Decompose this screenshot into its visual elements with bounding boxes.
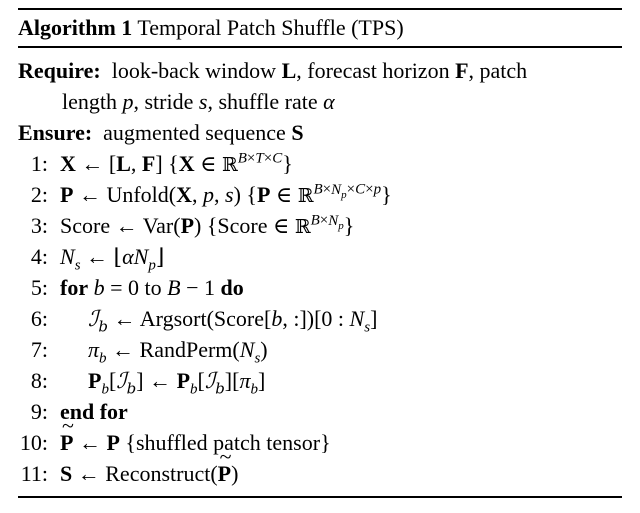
ensure-text: augmented sequence — [103, 120, 286, 145]
header-rule — [18, 46, 622, 48]
line-number: 10: — [19, 430, 48, 455]
step-4 — [18, 241, 622, 272]
var-F: F — [455, 58, 469, 83]
line-number: 1: — [30, 151, 48, 176]
step-8 — [18, 365, 622, 396]
var-s: s — [198, 89, 208, 114]
require-text: length — [62, 89, 117, 114]
var-L: L — [281, 58, 297, 83]
reconstruct-fn: Reconstruct — [105, 461, 211, 486]
ensure-line — [18, 117, 622, 148]
step-body: $\pi_b$ ← $RandPerm(N_s)$ — [88, 337, 268, 367]
step-body: X ← [L, F] {X ∈ ℝ$^{B\times T\times C}$} — [60, 150, 293, 176]
shuffled-comment: shuffled patch tensor — [135, 430, 321, 455]
require-text: , forecast horizon — [296, 58, 450, 83]
step-7 — [18, 334, 622, 365]
do-keyword: do — [220, 275, 244, 300]
to-keyword: to — [144, 275, 162, 300]
step-body: ~ P ← P {shuffled patch tensor} — [60, 427, 331, 458]
algorithm-header — [18, 14, 404, 42]
var-fn: Var — [142, 213, 174, 238]
step-body: ℐ$_b$ ← Argsort(Score[b, :])[0 : $N_s$] — [88, 306, 378, 336]
step-2 — [18, 179, 622, 210]
line-number: 7: — [30, 337, 48, 362]
line-number: 6: — [30, 306, 48, 331]
argsort-fn: Argsort — [139, 306, 207, 331]
algorithm-title: Temporal Patch Shuffle (TPS) — [137, 15, 404, 40]
line-number: 9: — [30, 399, 48, 424]
score-token: Score — [213, 306, 264, 331]
line-number: 5: — [30, 275, 48, 300]
require-line-1 — [18, 55, 622, 86]
top-rule — [18, 8, 622, 10]
algorithm-label: Algorithm 1 — [18, 15, 133, 40]
line-number: 3: — [30, 213, 48, 238]
step-body: $P_b[ℐ_b]$ ← $P_b[ℐ_b][\pi_b]$ — [88, 368, 266, 398]
require-line-2 — [62, 86, 640, 117]
require-text: , shuffle rate — [207, 89, 318, 114]
step-11 — [18, 458, 622, 489]
step-10 — [18, 427, 622, 458]
line-number: 4: — [30, 244, 48, 269]
end-for-keyword: end for — [60, 399, 128, 424]
require-text: look-back window — [111, 58, 277, 83]
line-number: 2: — [30, 182, 48, 207]
randperm-fn: RandPerm — [139, 337, 233, 362]
require-text: , stride — [133, 89, 194, 114]
bottom-rule — [18, 496, 622, 498]
step-body: S ← Reconstruct(~ P) — [60, 458, 238, 489]
step-1 — [18, 148, 622, 179]
step-body: for b = 0 to B − 1 do — [60, 275, 244, 300]
step-9 — [18, 396, 622, 427]
line-number: 8: — [30, 368, 48, 393]
step-6 — [18, 303, 622, 334]
step-body: P ← Unfold(X, p, s) {P ∈ ℝ$^{B\times N_p\times C\times p}$} — [60, 181, 392, 207]
for-keyword: for — [60, 275, 89, 300]
score-token: Score — [60, 213, 111, 238]
require-text: , patch — [468, 58, 528, 83]
algorithm-block — [18, 0, 622, 513]
step-3 — [18, 210, 622, 241]
step-body: $N_s$ ← $⌊\alpha N_p⌋$ — [60, 244, 165, 274]
require-keyword: Require: — [18, 58, 101, 83]
step-body: Score ← Var(P) {Score ∈ ℝ$^{B\times N_p}$} — [60, 212, 355, 238]
step-5 — [18, 272, 622, 303]
var-alpha: α — [323, 89, 335, 114]
score-token: Score — [217, 213, 268, 238]
ensure-keyword: Ensure: — [18, 120, 93, 145]
unfold-fn: Unfold — [106, 182, 169, 207]
var-p: p — [122, 89, 134, 114]
var-S: S — [291, 120, 304, 145]
line-number: 11: — [20, 461, 48, 486]
